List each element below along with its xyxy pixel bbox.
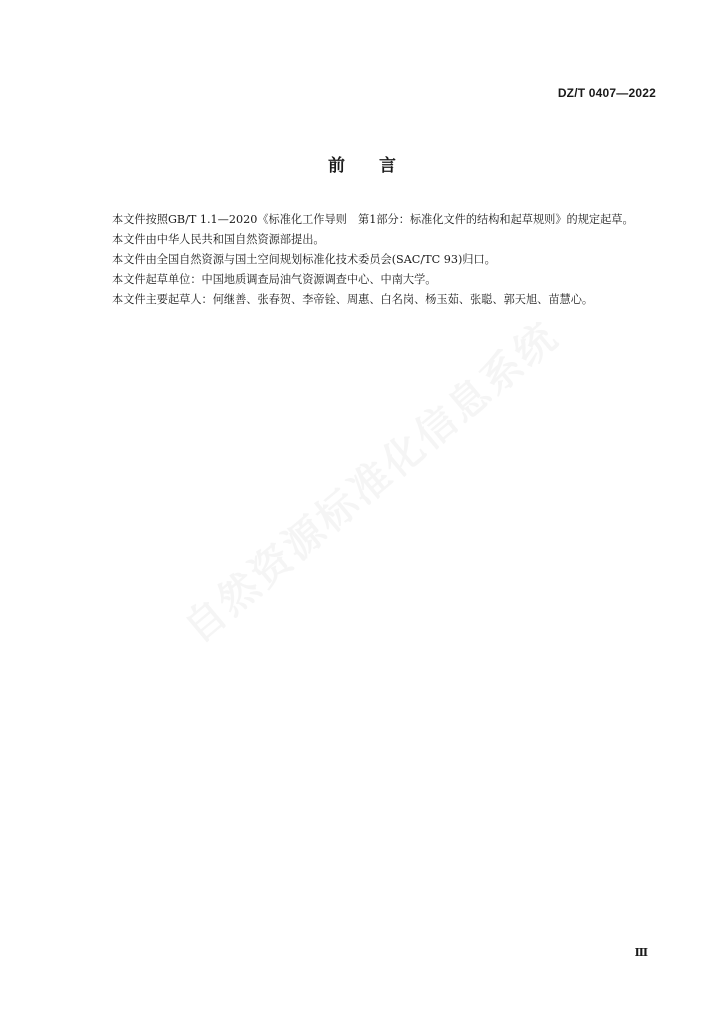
watermark: 自然资源标准化信息系统 <box>175 312 568 653</box>
paragraph-proposer: 本文件由中华人民共和国自然资源部提出。 <box>112 233 325 246</box>
standard-number: DZ/T 0407—2022 <box>557 86 656 100</box>
paragraph-committee: 本文件由全国自然资源与国土空间规划标准化技术委员会(SAC/TC 93)归口。 <box>112 253 496 266</box>
page-number: Ⅲ <box>634 946 648 959</box>
page-title: 前言 <box>328 156 430 176</box>
document-body <box>88 210 656 310</box>
paragraph-drafting-rules: 本文件按照GB/T 1.1—2020《标准化工作导则 第1部分：标准化文件的结构和起草规则》的规定起草。 <box>112 213 634 226</box>
paragraph-drafters: 本文件主要起草人：何继善、张春贺、李帝铨、周惠、白名岗、杨玉茹、张聪、郭天旭、苗慧心。 <box>112 293 594 306</box>
paragraph-drafting-units: 本文件起草单位：中国地质调查局油气资源调查中心、中南大学。 <box>112 273 437 286</box>
